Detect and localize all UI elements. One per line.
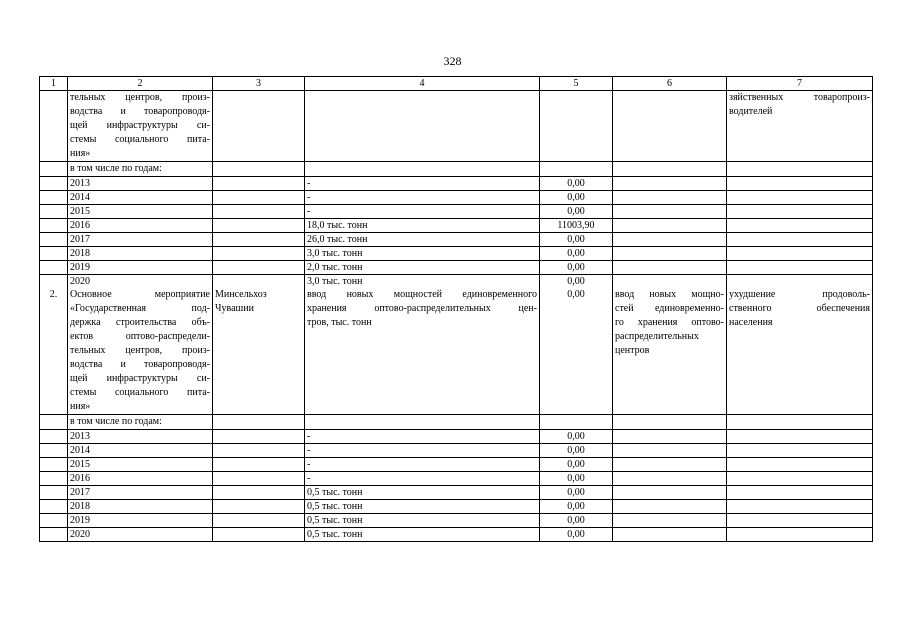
amount-cell: [540, 162, 613, 177]
num-cell: [40, 247, 68, 261]
consequence-cell: [727, 444, 873, 458]
text-line: распределительных: [615, 331, 699, 342]
subtotal-label-row: [40, 415, 873, 430]
year-row: [40, 500, 873, 514]
amount-cell: 0,00: [540, 288, 613, 415]
amount-cell: 0,00: [540, 528, 613, 542]
executor-cell: [213, 191, 305, 205]
indicator-cell: -: [305, 472, 540, 486]
year-cell: 2017: [68, 486, 213, 500]
amount-cell: 0,00: [540, 458, 613, 472]
indicator-cell: [305, 91, 540, 162]
consequence-cell: [727, 528, 873, 542]
consequence-cell: [727, 430, 873, 444]
indicator-cell: -: [305, 444, 540, 458]
executor-cell: [213, 91, 305, 162]
amount-cell: 0,00: [540, 275, 613, 289]
measures-table: [39, 76, 873, 542]
indicator-cell: 0,5 тыс. тонн: [305, 528, 540, 542]
table-body: [40, 77, 873, 542]
executor-cell: [213, 275, 305, 289]
year-cell: 2016: [68, 472, 213, 486]
consequence-cell: [727, 162, 873, 177]
result-cell: [613, 472, 727, 486]
year-cell: 2015: [68, 205, 213, 219]
text-line: водства и товаропроводя-: [70, 359, 210, 370]
executor-cell: [213, 219, 305, 233]
consequence-cell: [727, 275, 873, 289]
text-line: водства и товаропроводя-: [70, 106, 210, 117]
num-cell: [40, 275, 68, 289]
indicator-cell: 0,5 тыс. тонн: [305, 500, 540, 514]
amount-cell: 0,00: [540, 486, 613, 500]
year-cell: 2020: [68, 528, 213, 542]
consequence-cell: [727, 500, 873, 514]
consequence-cell: [727, 472, 873, 486]
text-line: Основное мероприятие: [70, 289, 210, 300]
text-line: хранения оптово-распределительных цен-: [307, 303, 537, 314]
result-cell: [613, 233, 727, 247]
consequence-cell: [727, 91, 873, 162]
amount-cell: 0,00: [540, 500, 613, 514]
text-line: ектов оптово-распредели-: [70, 331, 210, 342]
result-cell: [613, 430, 727, 444]
result-cell: [613, 177, 727, 191]
indicator-cell: 26,0 тыс. тонн: [305, 233, 540, 247]
text-line: населения: [729, 317, 773, 328]
sub-label: в том числе по годам:: [68, 415, 213, 430]
year-cell: 2019: [68, 261, 213, 275]
indicator-cell: 0,5 тыс. тонн: [305, 486, 540, 500]
text-line: центров: [615, 345, 650, 356]
measure-name-cell: [68, 91, 213, 162]
year-row: [40, 177, 873, 191]
executor-cell: [213, 233, 305, 247]
executor-cell: [213, 415, 305, 430]
indicator-cell: -: [305, 177, 540, 191]
executor-cell: [213, 288, 305, 415]
text-line: стей единовременно-: [615, 303, 724, 314]
amount-cell: 0,00: [540, 514, 613, 528]
text-line: тельных центров, произ-: [70, 345, 210, 356]
result-cell: [613, 205, 727, 219]
item-number: 2.: [40, 288, 68, 415]
amount-cell: [540, 415, 613, 430]
amount-cell: 11003,90: [540, 219, 613, 233]
indicator-cell: 3,0 тыс. тонн: [305, 275, 540, 289]
header-cell: 7: [727, 77, 873, 91]
year-cell: 2013: [68, 430, 213, 444]
result-cell: [613, 486, 727, 500]
num-cell: [40, 514, 68, 528]
text-line: тельных центров, произ-: [70, 92, 210, 103]
text-line: держка строительства объ-: [70, 317, 210, 328]
year-row: [40, 472, 873, 486]
result-cell: [613, 261, 727, 275]
result-cell: [613, 91, 727, 162]
year-cell: 2014: [68, 444, 213, 458]
amount-cell: 0,00: [540, 247, 613, 261]
num-cell: [40, 177, 68, 191]
executor-cell: [213, 162, 305, 177]
consequence-cell: [727, 261, 873, 275]
subtotal-label-row: [40, 162, 873, 177]
indicator-cell: 18,0 тыс. тонн: [305, 219, 540, 233]
num-cell: [40, 472, 68, 486]
year-cell: 2014: [68, 191, 213, 205]
amount-cell: 0,00: [540, 205, 613, 219]
result-cell: [613, 444, 727, 458]
year-row: [40, 458, 873, 472]
header-cell: 2: [68, 77, 213, 91]
year-row: [40, 261, 873, 275]
year-row: [40, 205, 873, 219]
year-cell: 2018: [68, 247, 213, 261]
text-line: зяйственных товаропроиз-: [729, 92, 870, 103]
result-cell: [613, 275, 727, 289]
header-cell: 6: [613, 77, 727, 91]
text-line: ухудшение продоволь-: [729, 289, 870, 300]
consequence-cell: [727, 288, 873, 415]
sub-label: в том числе по годам:: [68, 162, 213, 177]
num-cell: [40, 261, 68, 275]
num-cell: [40, 500, 68, 514]
result-cell: [613, 514, 727, 528]
text-line: стемы социального пита-: [70, 387, 210, 398]
text-line: ввод новых мощностей единовременного: [307, 289, 537, 300]
num-cell: [40, 162, 68, 177]
consequence-cell: [727, 205, 873, 219]
executor-cell: [213, 430, 305, 444]
indicator-cell: -: [305, 430, 540, 444]
year-row: [40, 247, 873, 261]
num-cell: [40, 486, 68, 500]
year-row: [40, 444, 873, 458]
year-cell: 2016: [68, 219, 213, 233]
text-line: щей инфраструктуры си-: [70, 120, 210, 131]
result-cell: [613, 415, 727, 430]
year-row: [40, 430, 873, 444]
measure-name-cell: [68, 288, 213, 415]
year-cell: 2019: [68, 514, 213, 528]
consequence-cell: [727, 191, 873, 205]
result-cell: [613, 500, 727, 514]
amount-cell: 0,00: [540, 177, 613, 191]
text-line: «Государственная под-: [70, 303, 210, 314]
text-line: ния»: [70, 401, 91, 412]
year-cell: 2018: [68, 500, 213, 514]
num-cell: [40, 191, 68, 205]
indicator-cell: [305, 162, 540, 177]
text-line: Чувашии: [215, 303, 254, 314]
result-cell: [613, 191, 727, 205]
result-cell: [613, 219, 727, 233]
text-line: ния»: [70, 148, 91, 159]
num-cell: [40, 415, 68, 430]
year-row: [40, 514, 873, 528]
year-row: [40, 219, 873, 233]
num-cell: [40, 528, 68, 542]
executor-cell: [213, 486, 305, 500]
consequence-cell: [727, 247, 873, 261]
executor-cell: [213, 500, 305, 514]
text-line: ввод новых мощно-: [615, 289, 724, 300]
executor-cell: [213, 472, 305, 486]
consequence-cell: [727, 514, 873, 528]
num-cell: [40, 91, 68, 162]
num-cell: [40, 430, 68, 444]
year-row: [40, 191, 873, 205]
indicator-cell: [305, 288, 540, 415]
amount-cell: 0,00: [540, 191, 613, 205]
num-cell: [40, 205, 68, 219]
indicator-cell: 0,5 тыс. тонн: [305, 514, 540, 528]
text-line: Минсельхоз: [215, 289, 267, 300]
num-cell: [40, 233, 68, 247]
executor-cell: [213, 247, 305, 261]
year-cell: 2020: [68, 275, 213, 289]
item2-row: [40, 288, 873, 415]
header-cell: 1: [40, 77, 68, 91]
text-line: го хранения оптово-: [615, 317, 724, 328]
num-cell: [40, 444, 68, 458]
year-row: [40, 275, 873, 289]
indicator-cell: 3,0 тыс. тонн: [305, 247, 540, 261]
consequence-cell: [727, 415, 873, 430]
year-cell: 2015: [68, 458, 213, 472]
result-cell: [613, 458, 727, 472]
num-cell: [40, 458, 68, 472]
amount-cell: 0,00: [540, 233, 613, 247]
executor-cell: [213, 444, 305, 458]
amount-cell: 0,00: [540, 430, 613, 444]
indicator-cell: -: [305, 458, 540, 472]
year-cell: 2013: [68, 177, 213, 191]
result-cell: [613, 288, 727, 415]
amount-cell: [540, 91, 613, 162]
executor-cell: [213, 205, 305, 219]
executor-cell: [213, 177, 305, 191]
text-line: тров, тыс. тонн: [307, 317, 372, 328]
amount-cell: 0,00: [540, 472, 613, 486]
indicator-cell: 2,0 тыс. тонн: [305, 261, 540, 275]
indicator-cell: -: [305, 191, 540, 205]
executor-cell: [213, 261, 305, 275]
year-row: [40, 233, 873, 247]
amount-cell: 0,00: [540, 261, 613, 275]
year-row: [40, 486, 873, 500]
executor-cell: [213, 458, 305, 472]
header-cell: 5: [540, 77, 613, 91]
header-cell: 4: [305, 77, 540, 91]
header-row: [40, 77, 873, 91]
text-line: щей инфраструктуры си-: [70, 373, 210, 384]
num-cell: [40, 219, 68, 233]
result-cell: [613, 528, 727, 542]
page-number: 328: [443, 54, 462, 68]
result-cell: [613, 162, 727, 177]
executor-cell: [213, 514, 305, 528]
amount-cell: 0,00: [540, 444, 613, 458]
indicator-cell: [305, 415, 540, 430]
continued-row: [40, 91, 873, 162]
consequence-cell: [727, 177, 873, 191]
year-row: [40, 528, 873, 542]
consequence-cell: [727, 486, 873, 500]
consequence-cell: [727, 219, 873, 233]
year-cell: 2017: [68, 233, 213, 247]
executor-cell: [213, 528, 305, 542]
text-line: стемы социального пита-: [70, 134, 210, 145]
indicator-cell: -: [305, 205, 540, 219]
text-line: водителей: [729, 106, 773, 117]
header-cell: 3: [213, 77, 305, 91]
consequence-cell: [727, 458, 873, 472]
result-cell: [613, 247, 727, 261]
text-line: ственного обеспечения: [729, 303, 870, 314]
consequence-cell: [727, 233, 873, 247]
